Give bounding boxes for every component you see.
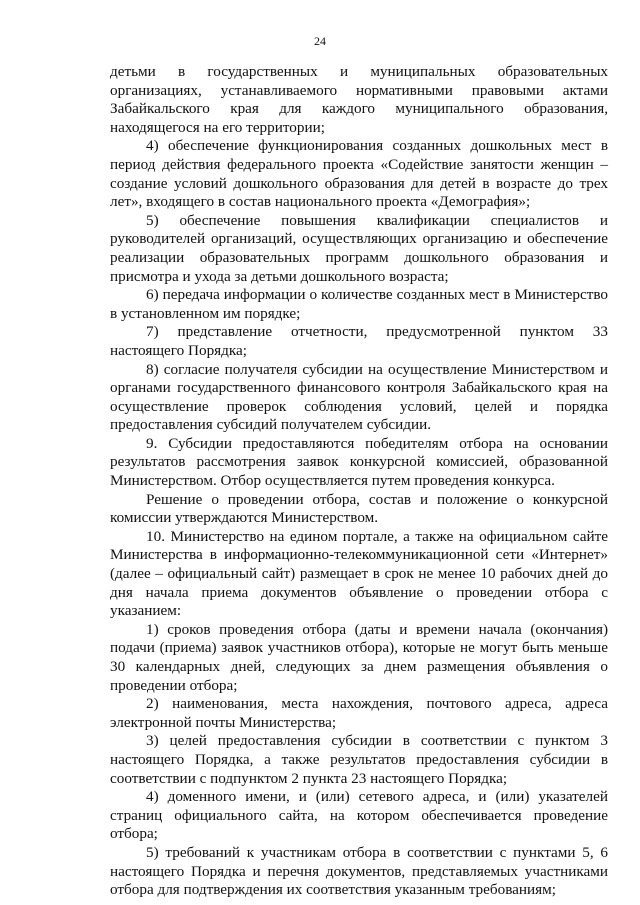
paragraph: 6) передача информации о количестве созданных мест в Министерство в установленном им порядке; (110, 286, 608, 322)
paragraph: 5) требований к участникам отбора в соответствии с пунктами 5, 6 настоящего Порядка и перечня документов, представляемых участниками отбора для подтверждения их соответствия указанным требованиям; (110, 843, 608, 899)
paragraph: 4) обеспечение функционирования созданных дошкольных мест в период действия федерального проекта «Содействие занятости женщин – создание условий дошкольного образования для детей в возрасте до трех лет», входящего в состав национального проекта «Демография»; (110, 137, 608, 211)
paragraph: 8) согласие получателя субсидии на осуществление Министерством и органами государственного финансового контроля Забайкальского края на осуществление проверок соблюдения условий, целей и порядка предоставления субсидий получателем субсидии. (110, 360, 608, 434)
document-body (110, 63, 608, 900)
paragraph: 10. Министерство на едином портале, а также на официальном сайте Министерства в информационно-телекоммуникационной сети «Интернет» (далее – официальный сайт) размещает в срок не менее 10 рабочих дней до дня начала приема документов объявление о проведении отбора с указанием: (110, 527, 608, 620)
paragraph: детьми в государственных и муниципальных образовательных организациях, устанавливаемого нормативными правовыми актами Забайкальского края для каждого муниципального образования, находящегося на его территории; (110, 63, 608, 136)
paragraph: 9. Субсидии предоставляются победителям отбора на основании результатов рассмотрения заявок конкурсной комиссией, образованной Министерством. Отбор осуществляется путем проведения конкурса. (110, 434, 608, 490)
paragraph: Решение о проведении отбора, состав и положение о конкурсной комиссии утверждаются Министерством. (110, 490, 608, 527)
page-number: 24 (314, 34, 326, 48)
paragraph: 5) обеспечение повышения квалификации специалистов и руководителей организаций, осуществляющих организацию и обеспечение реализации образовательных программ дошкольного образования и присмотра и ухода за детьми дошкольного возраста; (110, 211, 608, 285)
paragraph: 4) доменного имени, и (или) сетевого адреса, и (или) указателей страниц официального сайта, на котором обеспечивается проведение отбора; (110, 788, 608, 843)
paragraph: 3) целей предоставления субсидии в соответствии с пунктом 3 настоящего Порядка, а также результатов предоставления субсидии в соответствии с подпунктом 2 пункта 23 настоящего Порядка; (110, 732, 608, 787)
paragraph: 2) наименования, места нахождения, почтового адреса, адреса электронной почты Министерства; (110, 695, 608, 731)
paragraph: 1) сроков проведения отбора (даты и времени начала (окончания) подачи (приема) заявок участников отбора), которые не могут быть меньше 30 календарных дней, следующих за днем размещения объявления о проведении отбора; (110, 620, 608, 694)
paragraph: 7) представление отчетности, предусмотренной пунктом 33 настоящего Порядка; (110, 323, 608, 359)
